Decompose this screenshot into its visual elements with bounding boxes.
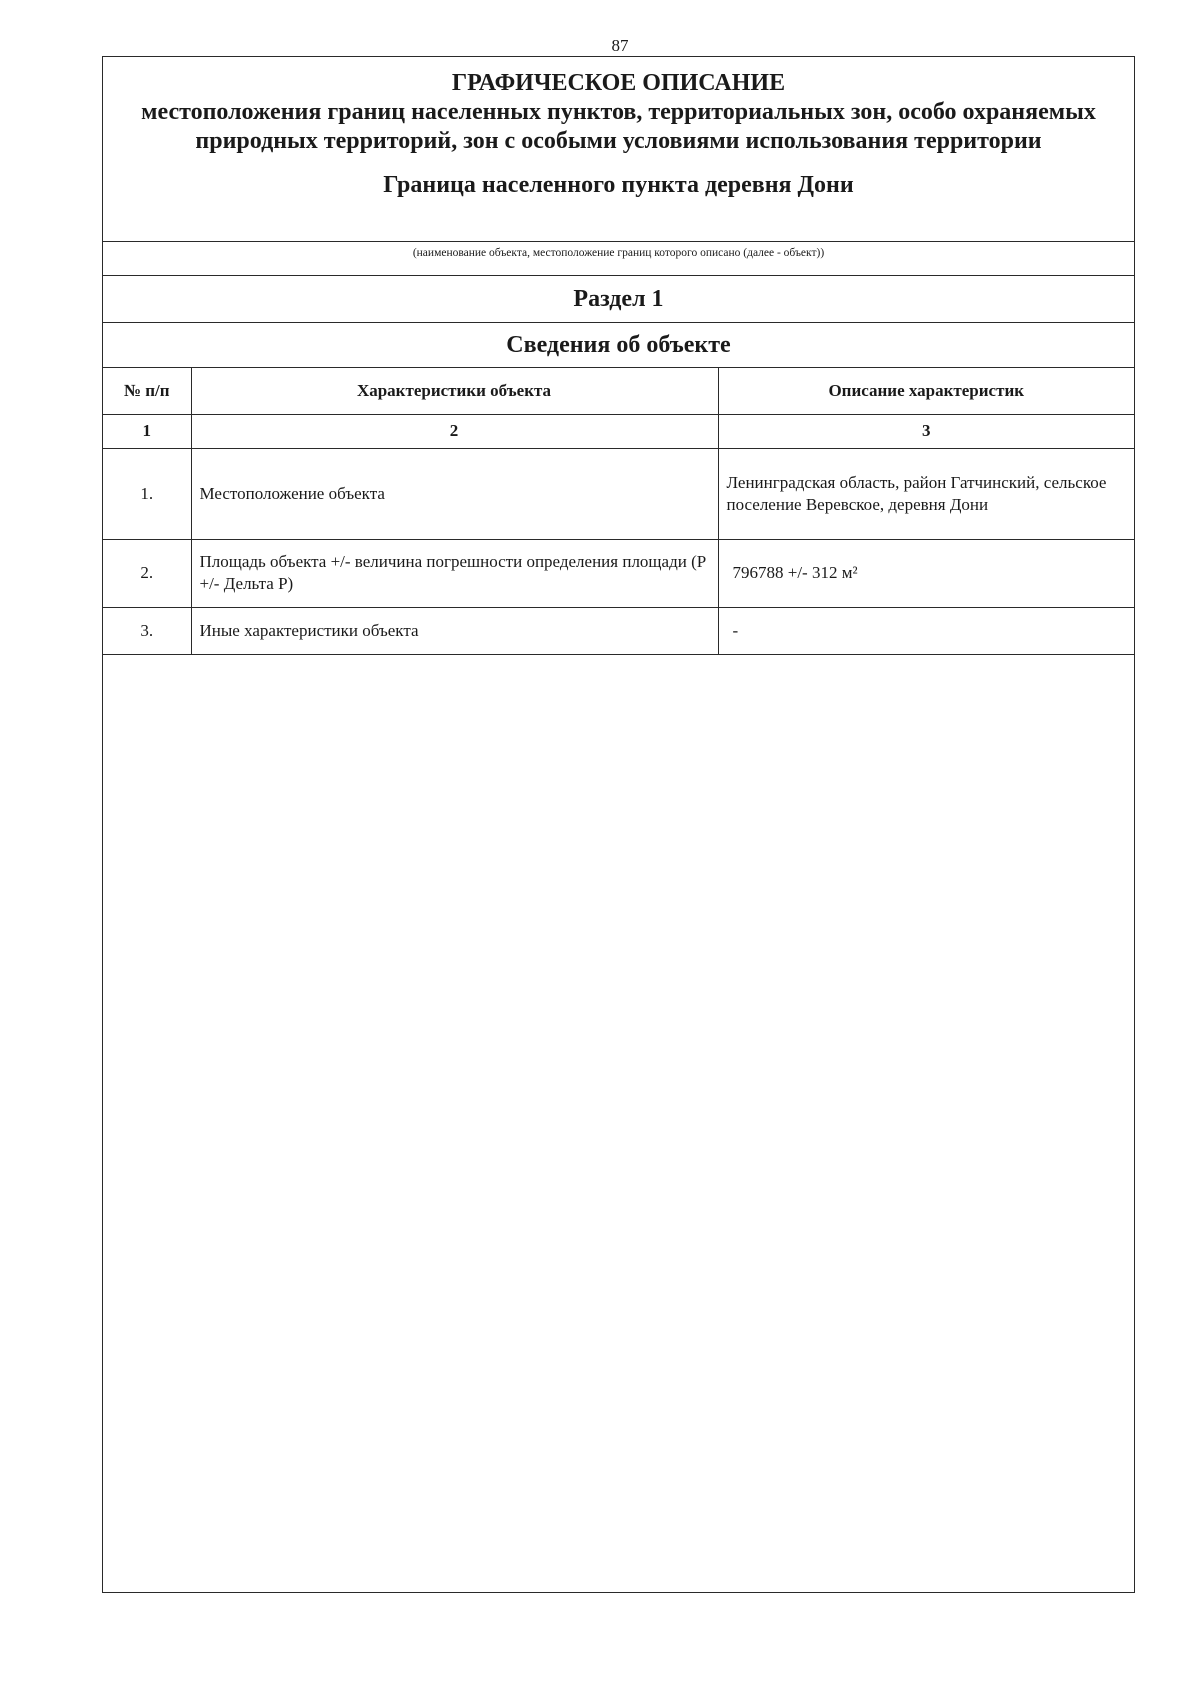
header-cell-number: № п/п [103,368,191,414]
header-cell-characteristic: Характеристики объекта [191,368,718,414]
page-number: 87 [611,36,629,55]
document-title: ГРАФИЧЕСКОЕ ОПИСАНИЕ [451,70,786,96]
row-characteristic: Площадь объекта +/- величина погрешности определения площади (Р +/- Дельта Р) [191,539,718,607]
table-row [103,607,1134,654]
row-description: - [718,607,1134,654]
document-header [103,57,1134,242]
object-info-table [103,368,1134,655]
row-number: 2. [103,539,191,607]
table-index-row [103,414,1134,448]
section-title: Раздел 1 [103,276,1134,323]
index-cell-2: 2 [191,414,718,448]
index-cell-3: 3 [718,414,1134,448]
table-header-row [103,368,1134,414]
object-name: Граница населенного пункта деревня Дони [383,172,854,198]
row-number: 3. [103,607,191,654]
document-subtitle: местоположения границ населенных пунктов, территориальных зон, особо охраняемых природных территорий, зон с особыми условиями использования территории [141,99,1096,154]
document-frame [102,56,1135,1593]
object-caption: (наименование объекта, местоположение границ которого описано (далее - объект)) [103,242,1134,276]
row-description: 796788 +/- 312 м² [718,539,1134,607]
row-characteristic: Иные характеристики объекта [191,607,718,654]
header-cell-description: Описание характеристик [718,368,1134,414]
table-row [103,448,1134,539]
section-subtitle: Сведения об объекте [103,323,1134,368]
row-description: Ленинградская область, район Гатчинский, сельское поселение Веревское, деревня Дони [718,448,1134,539]
table-row [103,539,1134,607]
row-characteristic: Местоположение объекта [191,448,718,539]
row-number: 1. [103,448,191,539]
index-cell-1: 1 [103,414,191,448]
